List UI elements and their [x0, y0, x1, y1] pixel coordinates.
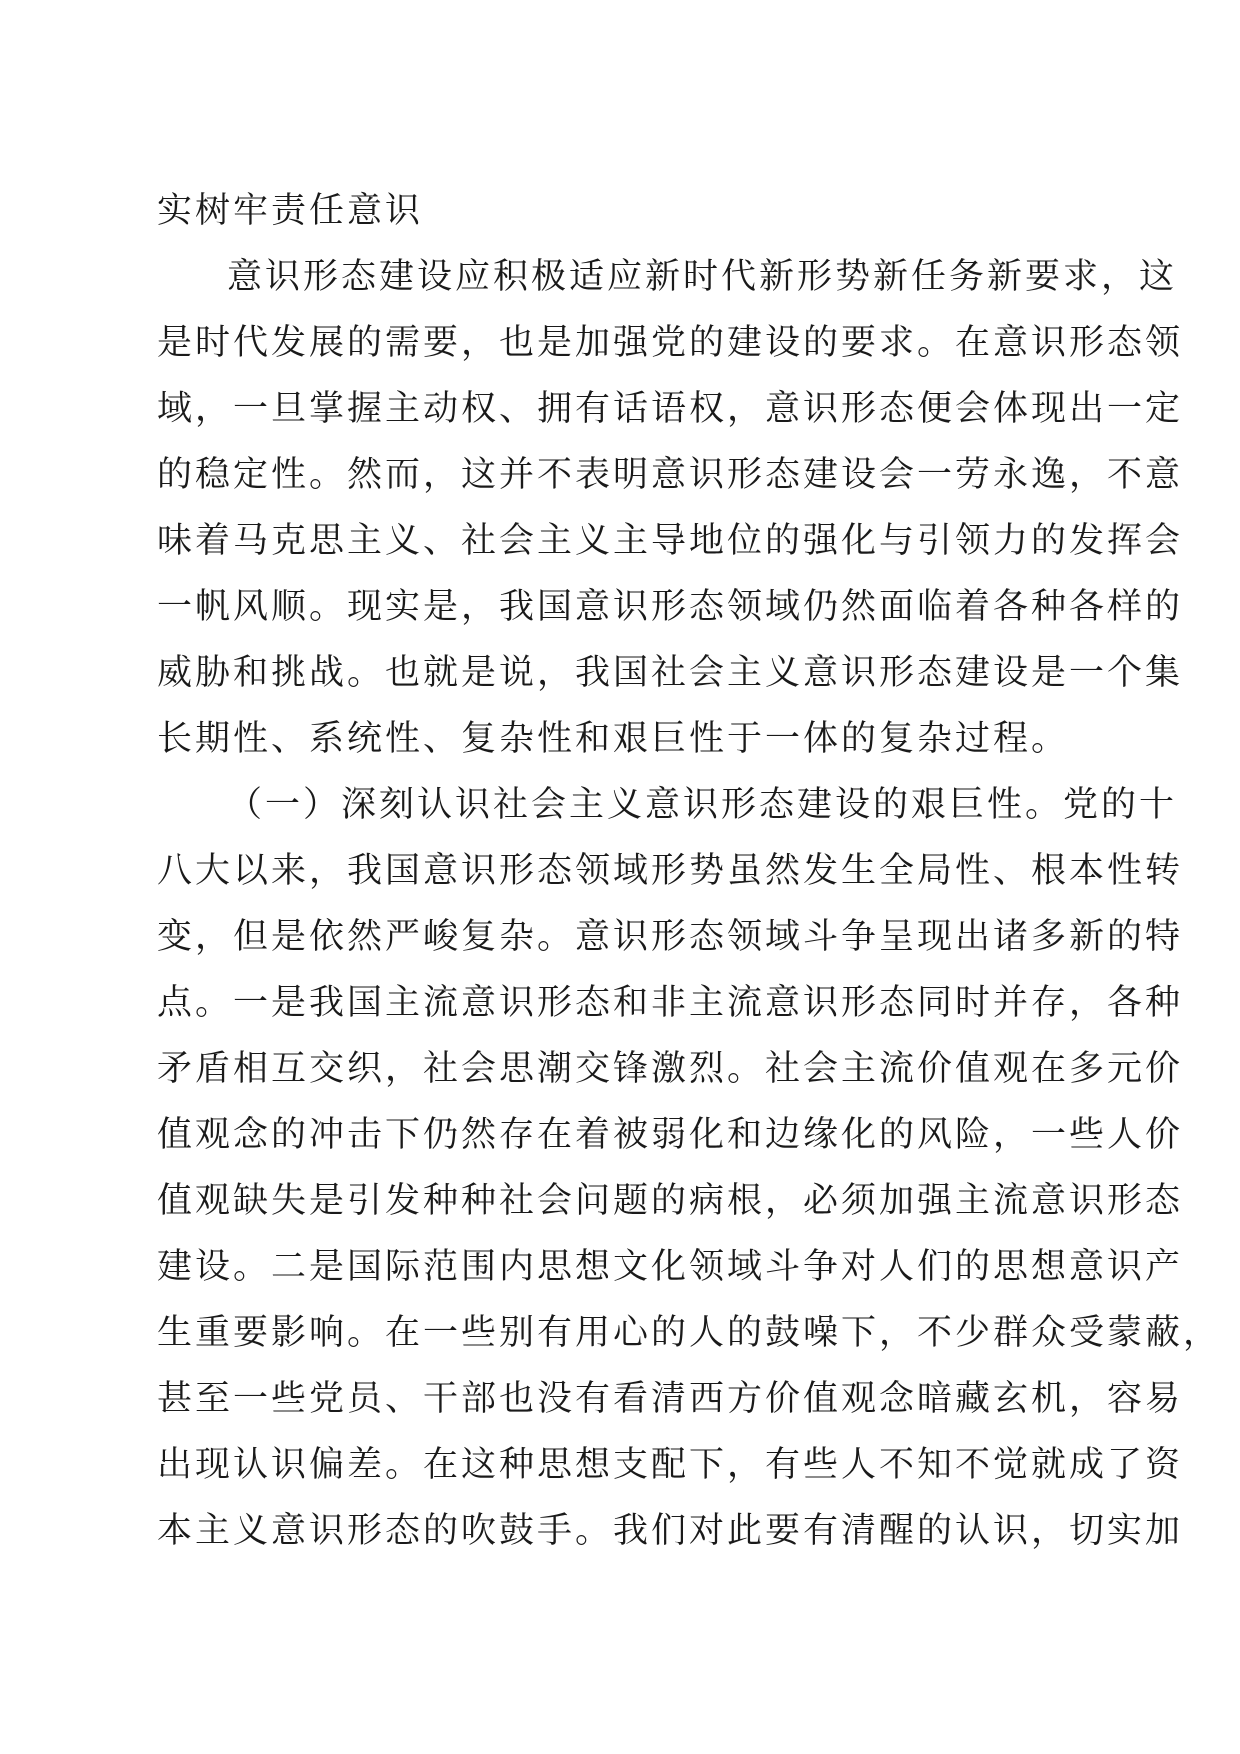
text-line: 是时代发展的需要，也是加强党的建设的要求。在意识形态领	[157, 323, 1184, 363]
text-line: 一帆风顺。现实是，我国意识形态领域仍然面临着各种各样的	[157, 587, 1184, 627]
text-line: 味着马克思主义、社会主义主导地位的强化与引领力的发挥会	[157, 521, 1184, 561]
text-line: 生重要影响。在一些别有用心的人的鼓噪下，不少群众受蒙蔽，	[157, 1313, 1222, 1353]
text-line: 值观念的冲击下仍然存在着被弱化和边缘化的风险，一些人价	[157, 1115, 1184, 1155]
text-line: 矛盾相互交织，社会思潮交锋激烈。社会主流价值观在多元价	[157, 1049, 1184, 1089]
paragraph-last-line: 长期性、系统性、复杂性和艰巨性于一体的复杂过程。	[157, 719, 1070, 759]
text-line: 建设。二是国际范围内思想文化领域斗争对人们的思想意识产	[157, 1247, 1184, 1287]
text-line: 值观缺失是引发种种社会问题的病根，必须加强主流意识形态	[157, 1181, 1184, 1221]
body-text	[157, 178, 1222, 1564]
text-line: 点。一是我国主流意识形态和非主流意识形态同时并存，各种	[157, 983, 1184, 1023]
text-line: 变，但是依然严峻复杂。意识形态领域斗争呈现出诸多新的特	[157, 917, 1184, 957]
text-line: 的稳定性。然而，这并不表明意识形态建设会一劳永逸，不意	[157, 455, 1184, 495]
text-line: 域，一旦掌握主动权、拥有话语权，意识形态便会体现出一定	[157, 389, 1184, 429]
paragraph-first-line: 意识形态建设应积极适应新时代新形势新任务新要求，这	[227, 257, 1178, 297]
text-line: 八大以来，我国意识形态领域形势虽然发生全局性、根本性转	[157, 851, 1184, 891]
text-line: 实树牢责任意识	[157, 191, 424, 231]
text-line: 出现认识偏差。在这种思想支配下，有些人不知不觉就成了资	[157, 1445, 1184, 1485]
text-line: 本主义意识形态的吹鼓手。我们对此要有清醒的认识，切实加	[157, 1511, 1184, 1551]
text-line: 威胁和挑战。也就是说，我国社会主义意识形态建设是一个集	[157, 653, 1184, 693]
paragraph-first-line: （一）深刻认识社会主义意识形态建设的艰巨性。党的十	[227, 785, 1178, 825]
text-line: 甚至一些党员、干部也没有看清西方价值观念暗藏玄机，容易	[157, 1379, 1184, 1419]
